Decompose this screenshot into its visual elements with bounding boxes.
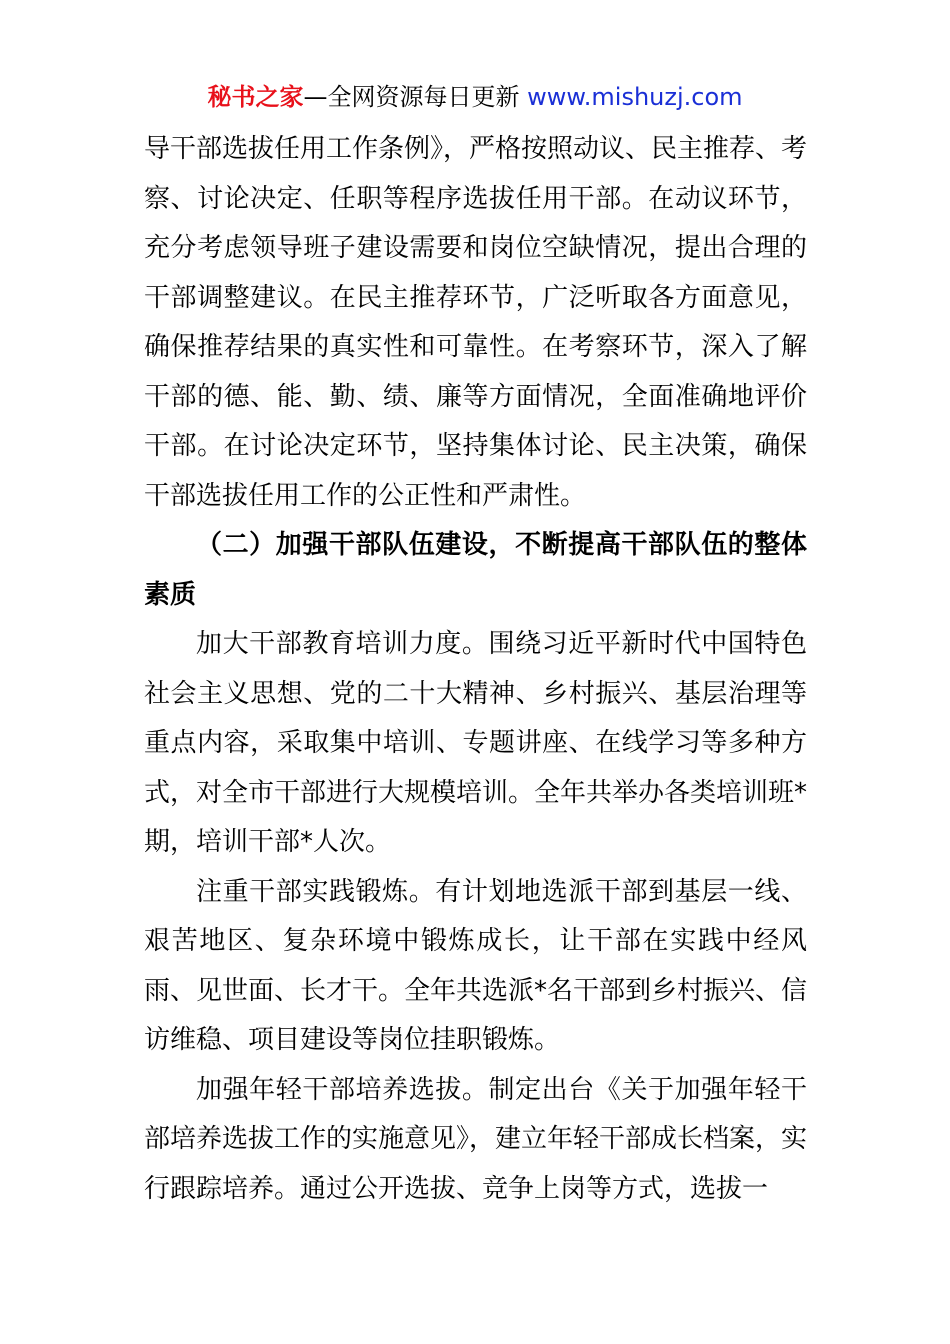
document-body (144, 125, 807, 1214)
paragraph-continuation: 导干部选拔任用工作条例》，严格按照动议、民主推荐、考察、讨论决定、任职等程序选拔任用干部。在动议环节，充分考虑领导班子建设需要和岗位空缺情况，提出合理的干部调整建议。在民主推荐环节，广泛听取各方面意见，确保推荐结果的真实性和可靠性。在考察环节，深入了解干部的德、能、勤、绩、廉等方面情况，全面准确地评价干部。在讨论决定环节，坚持集体讨论、民主决策，确保干部选拔任用工作的公正性和严肃性。 (144, 134, 808, 511)
site-url-link[interactable]: www.mishuzj.com (527, 83, 743, 111)
site-header (0, 80, 950, 114)
section-heading: （二）加强干部队伍建设，不断提高干部队伍的整体素质 (144, 530, 807, 610)
paragraph-young-cadres: 加强年轻干部培养选拔。制定出台《关于加强年轻干部培养选拔工作的实施意见》，建立年轻干部成长档案，实行跟踪培养。通过公开选拔、竞争上岗等方式，选拔一 (144, 1074, 808, 1204)
site-tagline: —全网资源每日更新 (303, 83, 520, 111)
site-brand: 秘书之家 (207, 83, 304, 111)
paragraph-practice: 注重干部实践锻炼。有计划地选派干部到基层一线、艰苦地区、复杂环境中锻炼成长，让干部在实践中经风雨、见世面、长才干。全年共选派*名干部到乡村振兴、信访维稳、项目建设等岗位挂职锻炼。 (144, 876, 808, 1055)
paragraph-training: 加大干部教育培训力度。围绕习近平新时代中国特色社会主义思想、党的二十大精神、乡村振兴、基层治理等重点内容，采取集中培训、专题讲座、在线学习等多种方式，对全市干部进行大规模培训。全年共举办各类培训班*期，培训干部*人次。 (144, 629, 808, 857)
